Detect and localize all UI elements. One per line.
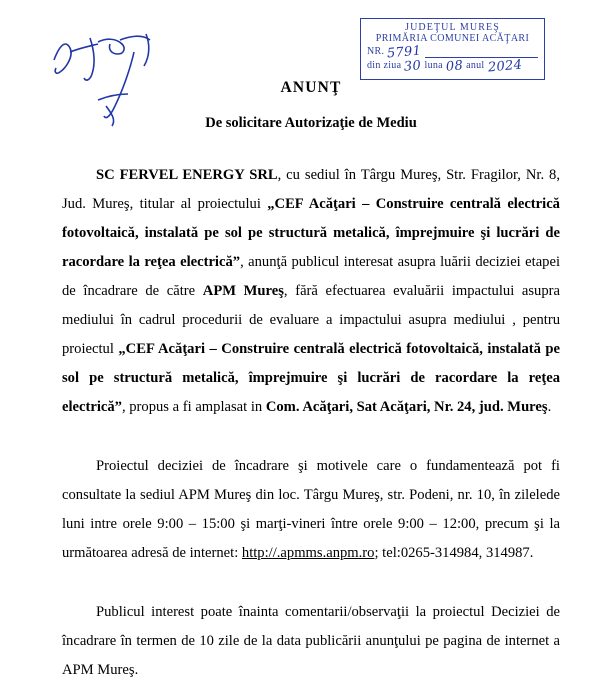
paragraph-1 [62,161,560,422]
paragraph-3: Publicul interest poate înainta comentarii/observaţii la proiectul Deciziei de încadrare în termen de 10 zile de la data publicării anunţului pe pagina de internet a APM Mureş. [62,604,560,678]
company-name: SC FERVEL ENERGY SRL [96,167,278,183]
p2-text-1: Proiectul deciziei de încadrare şi motivele care o fundamentează pot fi consultate la sediul APM Mureş din loc. Târgu Mureş, str. Podeni, nr. 10, în zilelede luni intre orele 9:00 – 15:00 şi marţi-vineri între orele 9:00 – 12:00, precum şi la următoarea adresă de internet: [62,458,560,561]
stamp-year: 2024 [486,57,523,76]
stamp-nr-value: 5791 [386,43,423,62]
p1-text-4: , propus a fi amplasat in [121,399,266,415]
stamp-day: 30 [403,58,423,75]
stamp-county: JUDEŢUL MUREŞ [405,22,500,33]
document-body [62,0,560,685]
stamp-authority: PRIMĂRIA COMUNEI ACĂŢARI [375,33,530,44]
p1-text-5: . [547,399,552,415]
stamp-month: 08 [445,58,464,75]
paragraph-2 [62,452,560,568]
project-name-1: „CEF Acăţari – Construire centrală electrică fotovoltaică, instalată pe sol pe structură metalică, împrejmuire şi lucrări de racordare la reţea electrică” [62,196,560,270]
stamp-date-prefix: din ziua [367,60,402,71]
stamp-year-label: anul [466,60,485,71]
p2-text-2: ; tel:0265-314984, 314987. [374,545,534,561]
p1-text-2: , anunţă publicul interesat asupra luării deciziei etapei de încadrare de către [62,254,560,299]
authority-name: APM Mureş [202,283,284,299]
project-location: Com. Acăţari, Sat Acăţari, Nr. 24, jud. Mureş [265,399,548,415]
p1-text-1: , cu sediul în Târgu Mureş, Str. Fragilor, Nr. 8, Jud. Mureş, titular al proiectului [62,167,560,212]
p1-text-3: , fără efectuarea evaluării impactului asupra mediului în cadrul procedurii de evaluare a impactului asupra mediului , pentru proiectul [62,283,560,357]
agency-url[interactable]: http://.apmms.anpm.ro [241,545,375,561]
stamp-nr-label: NR. [367,46,385,57]
document-title: ANUNŢ [280,79,342,96]
stamp-month-label: luna [424,60,443,71]
document-subtitle: De solicitare Autorizaţie de Mediu [205,115,417,131]
project-name-2: „CEF Acăţari – Construire centrală electrică fotovoltaică, instalată pe sol pe structură metalică, împrejmuire şi lucrări de racordare la reţea electrică” [62,341,560,415]
